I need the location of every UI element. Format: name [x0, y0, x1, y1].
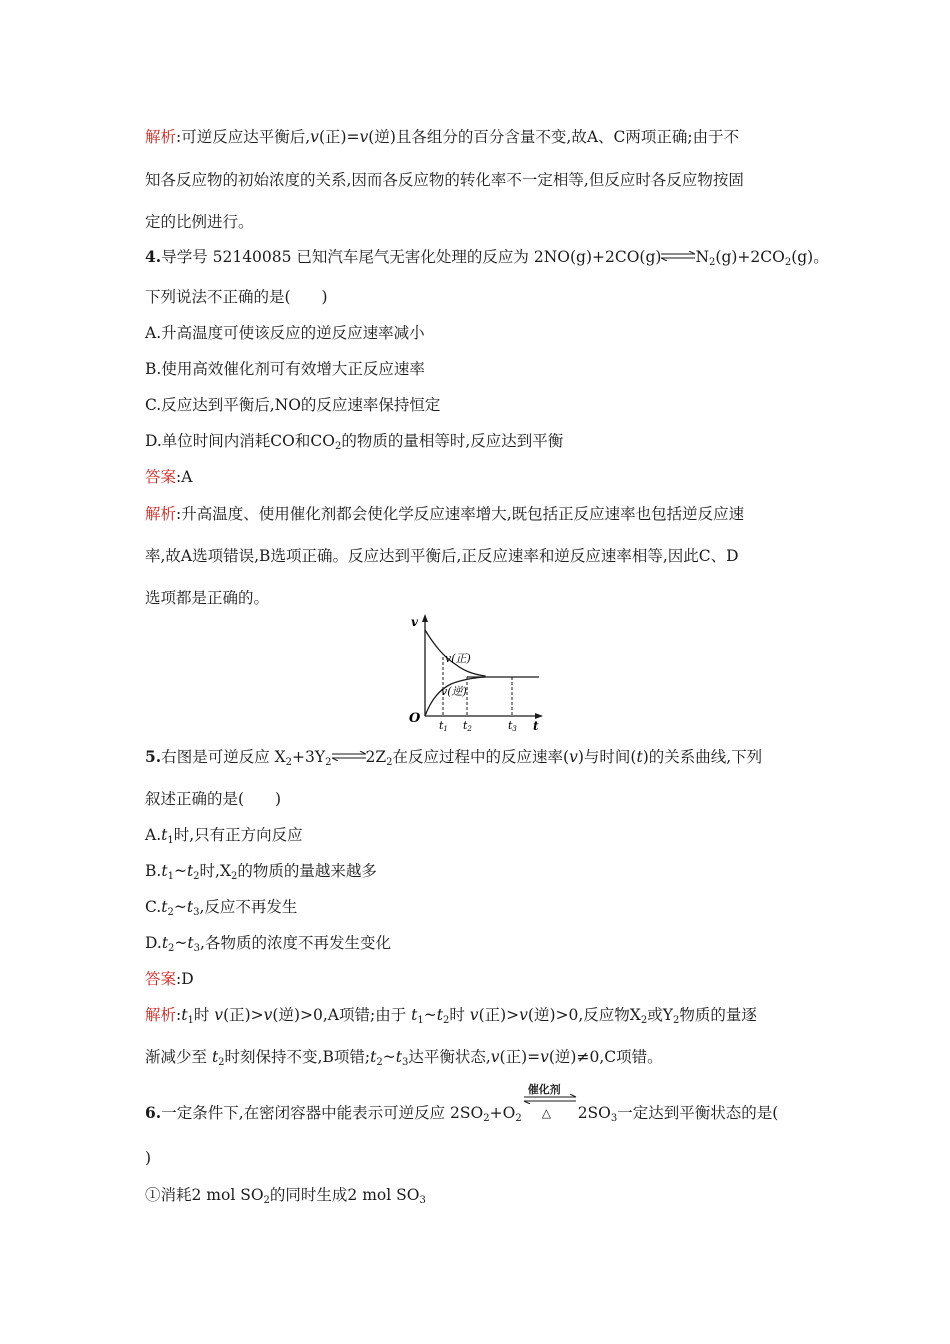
- q3-analysis-line-3: 定的比例进行。: [145, 213, 254, 231]
- equilibrium-arrow-icon: [661, 251, 695, 261]
- q3-analysis-line-2: 知各反应物的初始浓度的关系,因而各反应物的转化率不一定相等,但反应时各反应物按固: [145, 171, 744, 189]
- y-axis-arrow-icon: [422, 614, 428, 622]
- y-axis-label: v: [411, 615, 418, 629]
- analysis-label: 解析: [145, 505, 177, 523]
- question-6-stem-2: ): [145, 1149, 152, 1167]
- x-axis-label: t: [533, 719, 539, 732]
- rate-time-figure: [405, 612, 550, 732]
- question-6-stem: 6.一定条件下,在密闭容器中能表示可逆反应 $2SO_2+O_2$ 催化剂 △ $2SO_3$一定达到平衡状态的是(: [145, 1100, 778, 1123]
- equilibrium-arrow-icon: [332, 751, 366, 761]
- question-number: 4.: [145, 247, 162, 266]
- question-4-stem-2: 下列说法不正确的是( ): [145, 288, 328, 306]
- question-number: 5.: [145, 747, 162, 766]
- analysis-label: 解析: [145, 128, 177, 146]
- q3-analysis-line-1: 解析:可逆反应达平衡后,v(正)=v(逆)且各组分的百分含量不变,故A、C两项正确;由于不: [145, 128, 740, 146]
- tick-t2: t2: [463, 719, 472, 732]
- q4-option-d: D.单位时间内消耗CO和$CO_2$的物质的量相等时,反应达到平衡: [145, 432, 564, 452]
- q6-item-1: ①消耗2 mol $SO_2$的同时生成2 mol $SO_3$: [145, 1186, 426, 1206]
- q4-answer: 答案:A: [145, 468, 193, 486]
- q5-option-c: $C.t_2\sim t_3$,反应不再发生: [145, 898, 298, 918]
- origin-label: O: [409, 711, 421, 726]
- q4-analysis-line-3: 选项都是正确的。: [145, 589, 270, 607]
- question-5-stem: 5.右图是可逆反应 $X_2+3Y_2$ $2Z_2$在反应过程中的反应速率(v)与时间(t)的关系曲线,下列: [145, 747, 763, 768]
- question-5-stem-2: 叙述正确的是( ): [145, 790, 282, 808]
- reverse-rate-label: v(逆): [441, 685, 467, 698]
- tick-t1: t1: [439, 719, 448, 732]
- answer-label: 答案: [145, 970, 177, 988]
- catalyst-label: 催化剂: [527, 1083, 561, 1096]
- q4-option-b: B.使用高效催化剂可有效增大正反应速率: [145, 360, 425, 378]
- catalyst-arrow: [522, 1083, 578, 1120]
- q5-option-b: $B.t_1\sim t_2$时$,X_2$的物质的量越来越多: [145, 862, 377, 882]
- heat-label: △: [541, 1106, 551, 1120]
- q5-analysis-line-2: 渐减少至 $t_2$时刻保持不变,B项错$;t_2\sim t_3$达平衡状态,v(正)=v(逆)≠0,C项错。: [145, 1048, 663, 1068]
- q4-option-a: A.升高温度可使该反应的逆反应速率减小: [145, 324, 425, 342]
- q5-analysis-line-1: 解析$:t_1$时 v(正)>v(逆)>0,A项错;由于 $t_1\sim t_2$时 v(正)>v(逆)>0,反应物$X_2$或$Y_2$物质的量逐: [145, 1006, 757, 1026]
- q4-option-c: C.反应达到平衡后,NO的反应速率保持恒定: [145, 396, 441, 414]
- q5-option-d: $D.t_2\sim t_3$,各物质的浓度不再发生变化: [145, 934, 391, 954]
- q4-analysis-line-1: 解析:升高温度、使用催化剂都会使化学反应速率增大,既包括正反应速率也包括逆反应速: [145, 505, 745, 523]
- answer-label: 答案: [145, 468, 177, 486]
- question-4-stem: 4.导学号 52140085 已知汽车尾气无害化处理的反应为 2NO(g)+2CO(g) $N_2(g)+2CO_2(g)$。: [145, 247, 829, 268]
- tick-t3: t3: [508, 719, 517, 732]
- q4-analysis-line-2: 率,故A选项错误,B选项正确。反应达到平衡后,正反应速率和逆反应速率相等,因此C、D: [145, 547, 739, 565]
- q5-answer: 答案:D: [145, 970, 194, 988]
- forward-rate-label: v(正): [445, 652, 471, 665]
- q5-option-a: $A.t_1$时,只有正方向反应: [145, 826, 303, 846]
- question-number: 6.: [145, 1103, 162, 1122]
- analysis-label: 解析: [145, 1006, 177, 1024]
